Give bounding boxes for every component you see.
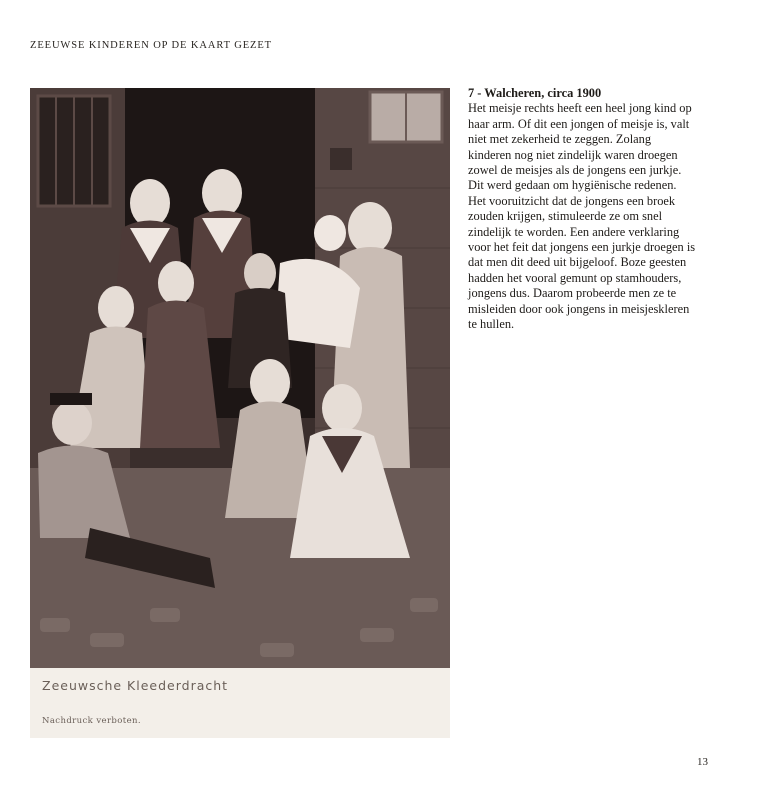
caption-line: misleiden door ook jongens in meisjeskleren bbox=[468, 301, 690, 316]
caption-line: Dit werd gedaan om hygiënische redenen. bbox=[468, 178, 677, 193]
children-group-photo bbox=[30, 88, 450, 668]
caption-line: hadden het vooral gemunt op stamhouders, bbox=[468, 270, 682, 285]
postcard-caption-strip bbox=[30, 668, 450, 738]
postcard-title: Zeeuwsche Kleederdracht bbox=[42, 678, 229, 693]
caption-line: zouden krijgen, stimuleerde ze om snel bbox=[468, 209, 663, 224]
page-number: 13 bbox=[697, 756, 708, 768]
caption-line: kinderen nog niet zindelijk waren droegen bbox=[468, 147, 678, 162]
caption-line: te hullen. bbox=[468, 317, 515, 332]
caption-line: Het meisje rechts heeft een heel jong kind op bbox=[468, 101, 692, 116]
caption-line: niet met zekerheid te zeggen. Zolang bbox=[468, 132, 652, 147]
running-head: ZEEUWSE KINDEREN OP DE KAART GEZET bbox=[30, 40, 272, 51]
photo-caption bbox=[468, 86, 724, 333]
caption-line: dat men dit deed uit bijgeloof. Boze geesten bbox=[468, 255, 687, 270]
caption-line: haar arm. Of dit een jongen of meisje is, valt bbox=[468, 116, 690, 131]
caption-line: zindelijk te worden. Een andere verklaring bbox=[468, 224, 680, 239]
caption-line: jongens dus. Daarom probeerde men ze te bbox=[468, 286, 677, 301]
historic-photo bbox=[30, 88, 450, 738]
caption-title: 7 - Walcheren, circa 1900 bbox=[468, 86, 602, 100]
caption-line: voor het feit dat jongens een jurkje droegen is bbox=[468, 240, 696, 255]
caption-line: Het vooruitzicht dat de jongens een broek bbox=[468, 193, 676, 208]
caption-line: zowel de meisjes als de jongens een jurkje. bbox=[468, 163, 682, 178]
postcard-note: Nachdruck verboten. bbox=[42, 716, 142, 726]
